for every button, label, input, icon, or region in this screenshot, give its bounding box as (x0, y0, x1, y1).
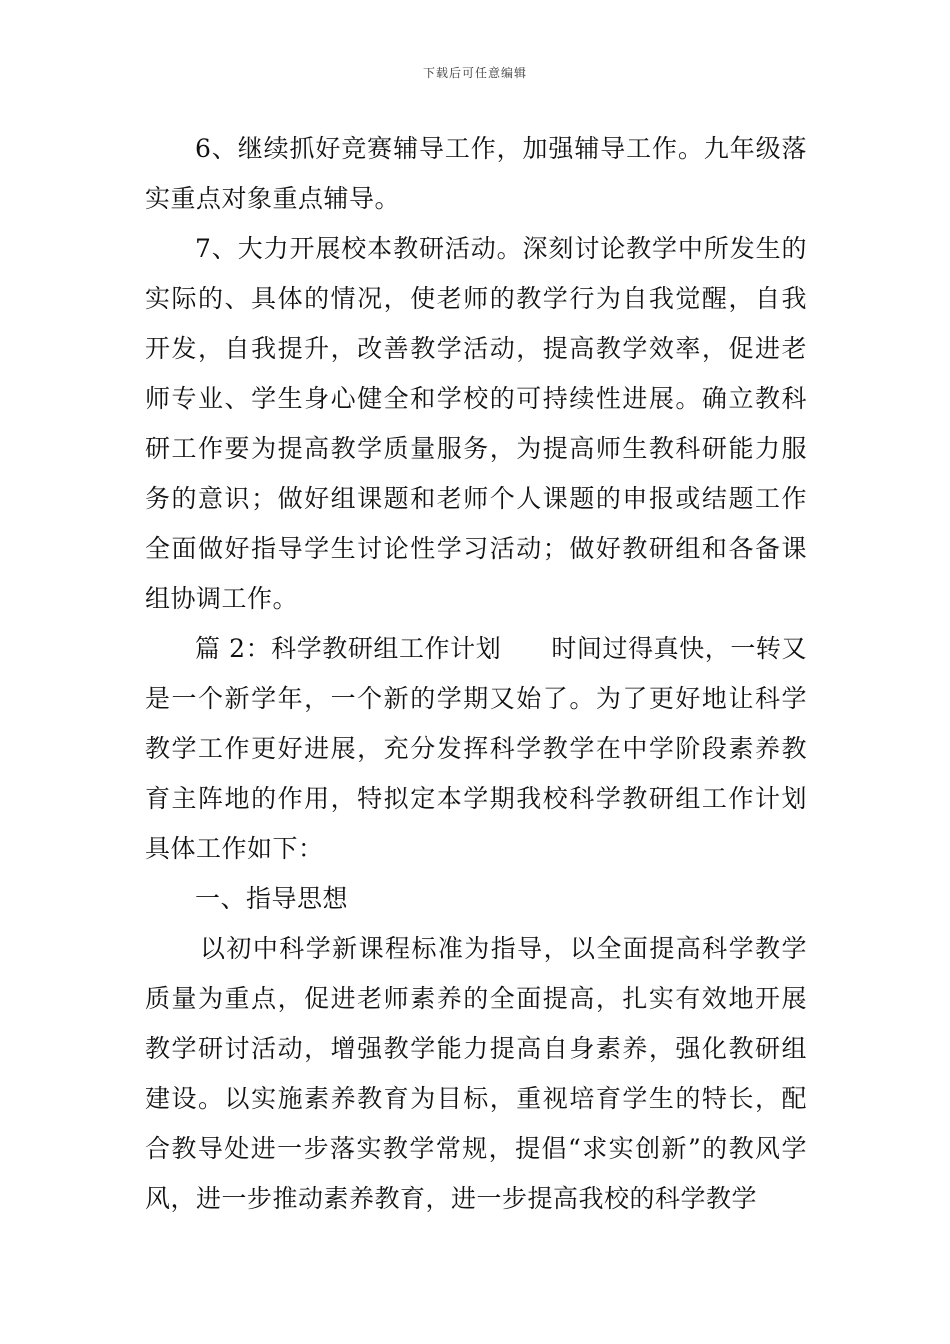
document-body (145, 124, 807, 1224)
section-heading: 一、指导思想 (195, 884, 349, 913)
paragraph-item-7: 7、大力开展校本教研活动。深刻讨论教学中所发生的实际的、具体的情况，使老师的教学行为自我觉醒，自我开发，自我提升，改善教学活动，提高教学效率，促进老师专业、学生身心健全和学校的可持续性进展。确立教科研工作要为提高教学质量服务，为提高师生教科研能力服务的意识；做好组课题和老师个人课题的申报或结题工作全面做好指导学生讨论性学习活动；做好教研组和各备课组协调工作。 (145, 234, 807, 613)
section-title: 篇 2：科学教研组工作计划 (195, 634, 502, 663)
page-header: 下载后可任意编辑 (422, 66, 527, 80)
paragraph-plan-intro (145, 624, 807, 874)
paragraph-guiding-thought: 以初中科学新课程标准为指导，以全面提高科学教学质量为重点，促进老师素养的全面提高，扎实有效地开展教学研讨活动，增强教学能力提高自身素养，强化教研组建设。以实施素养教育为目标，重视培育学生的特长，配合教导处进一步落实教学常规，提倡“求实创新”的教风学风，进一步推动素养教育，进一步提高我校的科学教学 (145, 934, 807, 1213)
intro-text: 时间过得真快，一转又是一个新学年，一个新的学期又始了。为了更好地让科学教学工作更好进展，充分发挥科学教学在中学阶段素养教育主阵地的作用，特拟定本学期我校科学教研组工作计划具体工作如下： (145, 634, 807, 863)
paragraph-item-6: 6、继续抓好竞赛辅导工作，加强辅导工作。九年级落实重点对象重点辅导。 (145, 134, 807, 213)
